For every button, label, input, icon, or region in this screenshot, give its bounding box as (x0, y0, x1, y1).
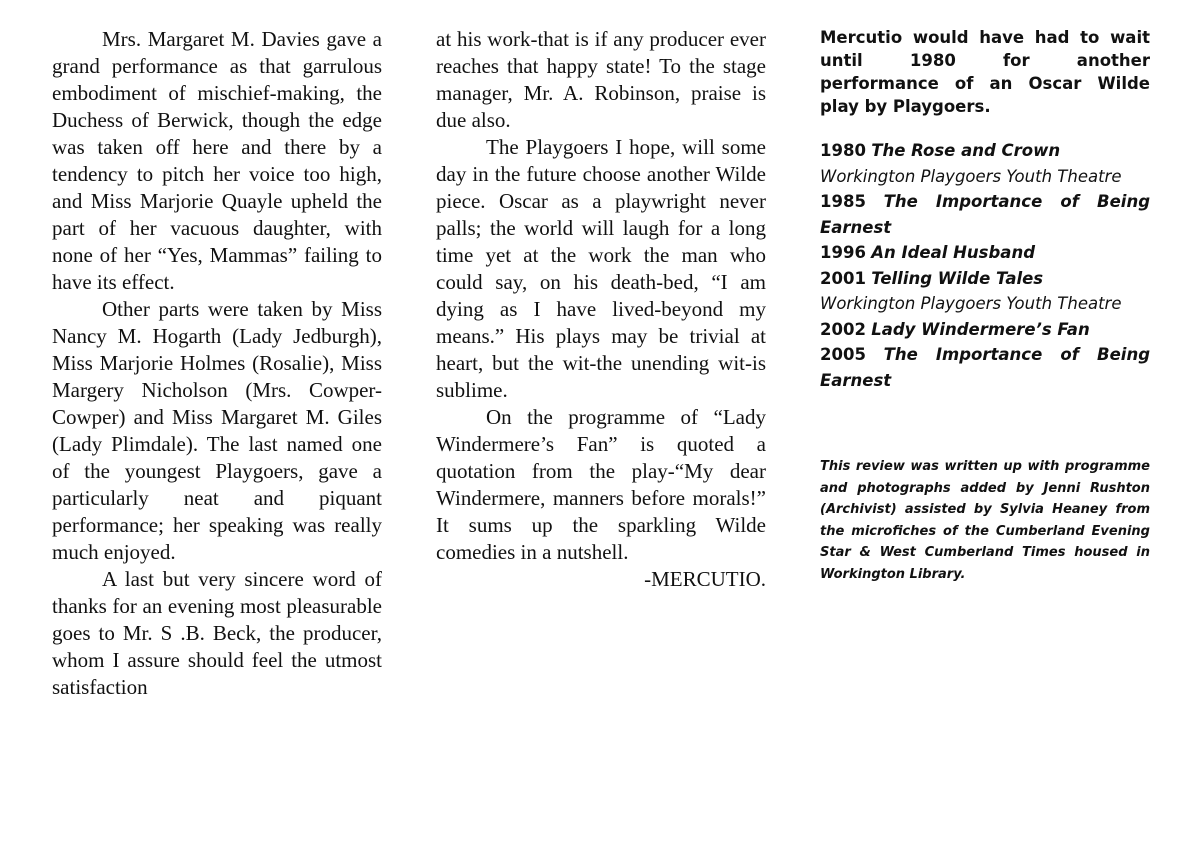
archive-credit: This review was written up with programme and photographs added by Jenni Rushton (Archivist) assisted by Sylvia Heaney from the microfiches of the Cumberland Evening Star & West Cumberland Times housed in Workington Library. (820, 459, 1150, 582)
production-entry (820, 240, 1150, 266)
production-year: 1980 (820, 141, 866, 160)
review-column-2 (436, 26, 766, 593)
archive-note-column (820, 26, 1150, 393)
production-entry (820, 266, 1150, 292)
production-entry (820, 342, 1150, 393)
production-title: Lady Windermere’s Fan (871, 319, 1090, 339)
production-company: Workington Playgoers Youth Theatre (820, 294, 1122, 313)
production-entry (820, 189, 1150, 240)
review-column-1 (52, 26, 382, 701)
production-list (820, 138, 1150, 393)
production-year: 2001 (820, 268, 866, 288)
production-title: The Rose and Crown (871, 141, 1061, 160)
review-paragraph: Other parts were taken by Miss Nancy M. Hogarth (Lady Jedburgh), Miss Marjorie Holmes (Rosalie), Miss Margery Nicholson (Mrs. Cowper-Cowper) and Miss Margaret M. Giles (Lady Plimdale). The last named one of the youngest Playgoers, gave a particularly neat and piquant performance; her speaking was really much enjoyed. (52, 297, 382, 564)
production-year: 1985 (820, 192, 866, 211)
production-year: 2005 (820, 345, 866, 364)
production-year: 2002 (820, 319, 866, 339)
review-signature: -MERCUTIO. (644, 567, 766, 591)
review-paragraph-continuation: at his work-that is if any producer ever reaches that happy state! To the stage manager, Mr. A. Robinson, praise is due also. (436, 27, 766, 132)
production-title: The Importance of Being Earnest (820, 192, 1151, 237)
production-title: Telling Wilde Tales (871, 268, 1044, 288)
production-title: The Importance of Being Earnest (820, 345, 1151, 390)
review-paragraph: The Playgoers I hope, will some day in the future choose another Wilde piece. Oscar as a playwright never palls; the world will laugh for a long time yet at the work the man who could say, on his death-bed, “I am dying as I have lived-beyond my means.” His plays may be trivial at heart, but the wit-the unending wit-is sublime. (436, 135, 766, 402)
review-paragraph: On the programme of “Lady Windermere’s Fan” is quoted a quotation from the play-“My dear Windermere, manners before morals!” It sums up the sparkling Wilde comedies in a nutshell. (436, 405, 766, 564)
review-paragraph: Mrs. Margaret M. Davies gave a grand performance as that garrulous embodiment of mischief-making, the Duchess of Berwick, though the edge was taken off here and there by a tendency to pitch her voice too high, and Miss Marjorie Quayle upheld the part of her vacuous daughter, with none of her “Yes, Mammas” failing to have its effect. (52, 27, 382, 294)
production-entry (820, 317, 1150, 343)
review-paragraph: A last but very sincere word of thanks for an evening most pleasurable goes to Mr. S .B. Beck, the producer, whom I assure should feel the utmost satisfaction (52, 567, 382, 699)
production-title: An Ideal Husband (871, 243, 1036, 262)
archive-intro: Mercutio would have had to wait until 1980 for another performance of an Oscar Wilde play by Playgoers. (820, 28, 1150, 116)
production-company: Workington Playgoers Youth Theatre (820, 166, 1122, 186)
production-entry (820, 138, 1150, 164)
production-year: 1996 (820, 243, 866, 262)
